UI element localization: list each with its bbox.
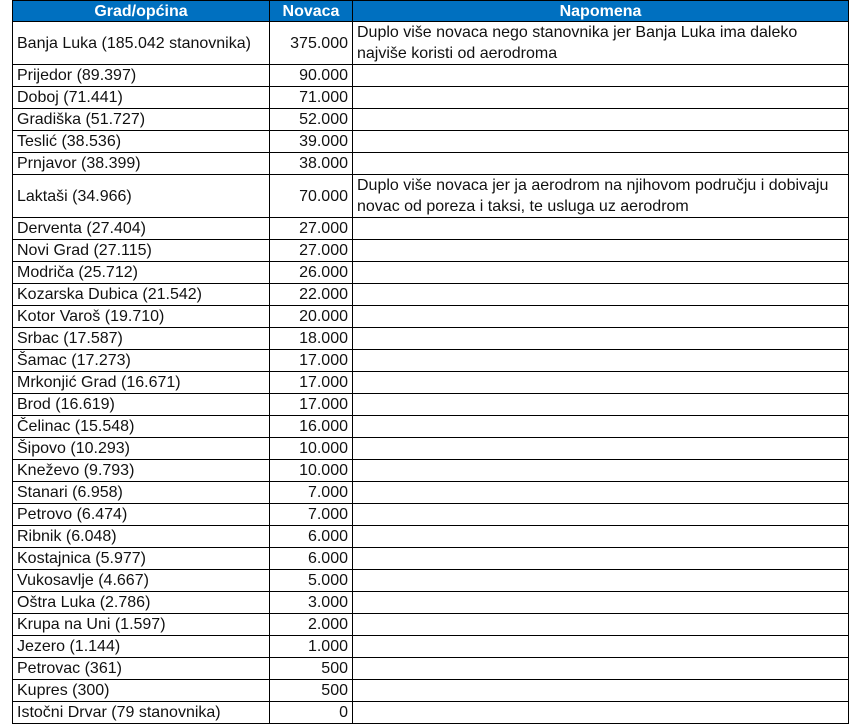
cell-note [353,460,849,482]
cell-amount: 7.000 [270,482,353,504]
table-row [13,65,849,87]
cell-place: Jezero (1.144) [13,636,270,658]
table-row [13,350,849,372]
cell-note [353,372,849,394]
cell-place: Banja Luka (185.042 stanovnika) [13,22,270,65]
cell-note [353,702,849,724]
cell-amount: 20.000 [270,306,353,328]
cell-amount: 5.000 [270,570,353,592]
table-row [13,702,849,724]
cell-note [353,526,849,548]
table-row [13,131,849,153]
cell-amount: 90.000 [270,65,353,87]
cell-place: Šamac (17.273) [13,350,270,372]
cell-note: Duplo više novaca nego stanovnika jer Banja Luka ima daleko najviše koristi od aerodroma [353,22,849,65]
cell-place: Kotor Varoš (19.710) [13,306,270,328]
table-row [13,680,849,702]
header-row [13,1,849,22]
cell-amount: 2.000 [270,614,353,636]
cell-amount: 1.000 [270,636,353,658]
cell-note: Duplo više novaca jer ja aerodrom na njihovom području i dobivaju novac od poreza i taksi, te usluga uz aerodrom [353,175,849,218]
cell-note [353,592,849,614]
cell-place: Mrkonjić Grad (16.671) [13,372,270,394]
cell-place: Istočni Drvar (79 stanovnika) [13,702,270,724]
cell-amount: 39.000 [270,131,353,153]
table-row [13,504,849,526]
cell-note [353,416,849,438]
cell-place: Teslić (38.536) [13,131,270,153]
cell-amount: 17.000 [270,350,353,372]
table-row [13,87,849,109]
cell-place: Gradiška (51.727) [13,109,270,131]
cell-place: Novi Grad (27.115) [13,240,270,262]
cell-amount: 16.000 [270,416,353,438]
cell-place: Prijedor (89.397) [13,65,270,87]
cell-place: Srbac (17.587) [13,328,270,350]
cell-place: Modriča (25.712) [13,262,270,284]
cell-amount: 0 [270,702,353,724]
table-row [13,240,849,262]
table-row [13,284,849,306]
cell-note [353,87,849,109]
cell-place: Petrovac (361) [13,658,270,680]
cell-place: Šipovo (10.293) [13,438,270,460]
cell-amount: 3.000 [270,592,353,614]
cell-amount: 6.000 [270,526,353,548]
cell-amount: 500 [270,658,353,680]
table-row [13,394,849,416]
allocation-table [12,0,849,724]
cell-place: Kupres (300) [13,680,270,702]
cell-place: Kozarska Dubica (21.542) [13,284,270,306]
cell-place: Laktaši (34.966) [13,175,270,218]
cell-amount: 17.000 [270,372,353,394]
cell-note [353,614,849,636]
cell-amount: 6.000 [270,548,353,570]
table-row [13,175,849,218]
cell-note [353,328,849,350]
table-row [13,482,849,504]
cell-amount: 52.000 [270,109,353,131]
cell-place: Kneževo (9.793) [13,460,270,482]
cell-note [353,240,849,262]
cell-place: Ribnik (6.048) [13,526,270,548]
table-row [13,658,849,680]
table-row [13,372,849,394]
cell-note [353,570,849,592]
header-place: Grad/općina [13,1,270,22]
table-body [13,22,849,724]
cell-amount: 22.000 [270,284,353,306]
table-row [13,109,849,131]
cell-note [353,131,849,153]
cell-place: Doboj (71.441) [13,87,270,109]
cell-note [353,284,849,306]
cell-place: Petrovo (6.474) [13,504,270,526]
cell-note [353,680,849,702]
cell-place: Kostajnica (5.977) [13,548,270,570]
cell-amount: 18.000 [270,328,353,350]
cell-note [353,153,849,175]
cell-note [353,658,849,680]
cell-place: Čelinac (15.548) [13,416,270,438]
cell-amount: 375.000 [270,22,353,65]
table-row [13,218,849,240]
table-row [13,636,849,658]
table-row [13,438,849,460]
cell-note [353,350,849,372]
cell-note [353,504,849,526]
cell-note [353,262,849,284]
cell-place: Vukosavlje (4.667) [13,570,270,592]
cell-place: Stanari (6.958) [13,482,270,504]
table-row [13,592,849,614]
table-row [13,460,849,482]
cell-note [353,636,849,658]
cell-amount: 70.000 [270,175,353,218]
cell-note [353,548,849,570]
header-amount: Novaca [270,1,353,22]
cell-amount: 27.000 [270,218,353,240]
cell-amount: 71.000 [270,87,353,109]
table-row [13,416,849,438]
table-row [13,570,849,592]
cell-note [353,482,849,504]
cell-place: Oštra Luka (2.786) [13,592,270,614]
table-row [13,526,849,548]
cell-amount: 38.000 [270,153,353,175]
table-row [13,328,849,350]
cell-note [353,306,849,328]
cell-note [353,65,849,87]
cell-amount: 10.000 [270,460,353,482]
table-row [13,614,849,636]
cell-place: Krupa na Uni (1.597) [13,614,270,636]
header-note: Napomena [353,1,849,22]
cell-amount: 10.000 [270,438,353,460]
cell-place: Derventa (27.404) [13,218,270,240]
table-row [13,153,849,175]
cell-amount: 17.000 [270,394,353,416]
table-row [13,548,849,570]
table-row [13,262,849,284]
table-row [13,306,849,328]
cell-amount: 26.000 [270,262,353,284]
cell-note [353,109,849,131]
cell-note [353,394,849,416]
cell-place: Prnjavor (38.399) [13,153,270,175]
cell-note [353,218,849,240]
table-row [13,22,849,65]
cell-amount: 7.000 [270,504,353,526]
cell-amount: 27.000 [270,240,353,262]
cell-note [353,438,849,460]
cell-place: Brod (16.619) [13,394,270,416]
cell-amount: 500 [270,680,353,702]
